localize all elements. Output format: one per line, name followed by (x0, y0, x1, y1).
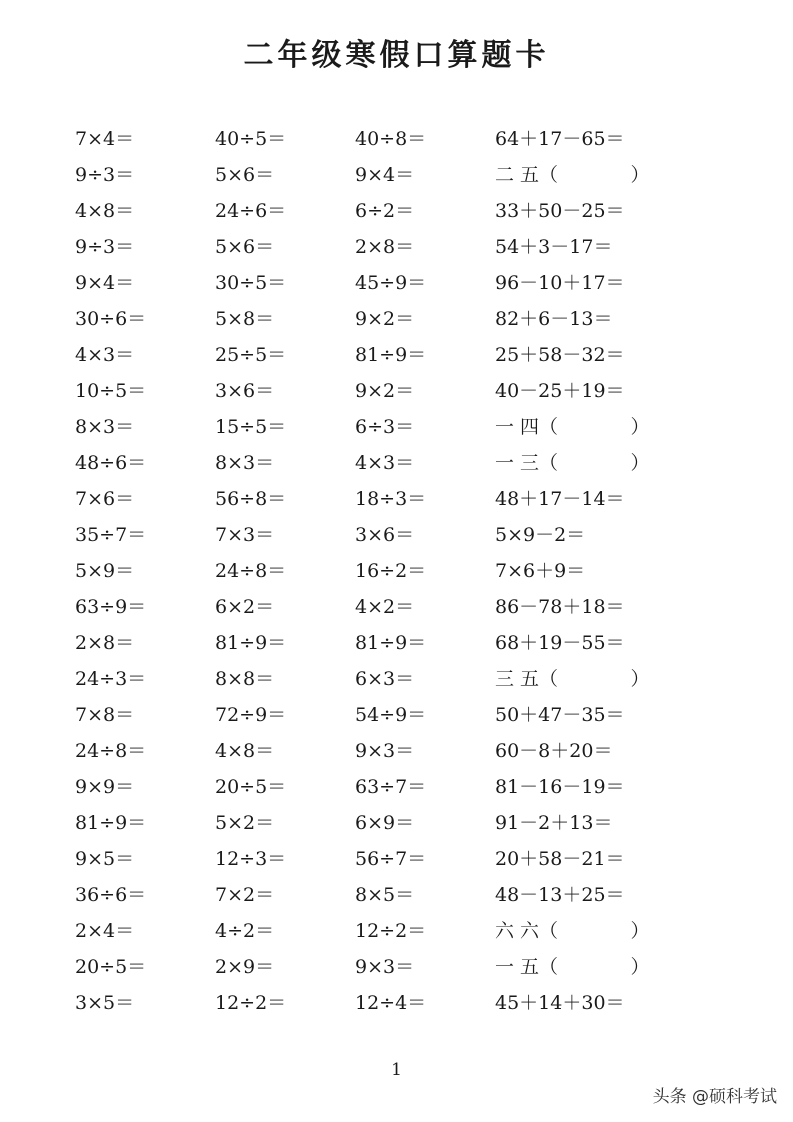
problem-cell: 7×4＝ (75, 128, 135, 150)
problem-cell: 4×2＝ (355, 596, 415, 618)
problem-cell: 六 六（ ） (495, 920, 650, 942)
problem-cell: 40÷5＝ (215, 128, 287, 150)
problem-cell: 7×2＝ (215, 884, 275, 906)
problem-cell: 54÷9＝ (355, 704, 427, 726)
problem-cell: 6×2＝ (215, 596, 275, 618)
problem-cell: 40－25＋19＝ (495, 380, 625, 402)
problem-cell: 8×5＝ (355, 884, 415, 906)
problem-cell: 54＋3－17＝ (495, 236, 613, 258)
problem-cell: 40÷8＝ (355, 128, 427, 150)
problem-cell: 25÷5＝ (215, 344, 287, 366)
problem-cell: 二 五（ ） (495, 164, 650, 186)
problem-cell: 64＋17－65＝ (495, 128, 625, 150)
problem-cell: 24÷3＝ (75, 668, 147, 690)
problem-cell: 81÷9＝ (355, 344, 427, 366)
problem-cell: 9×2＝ (355, 308, 415, 330)
problem-cell: 2×8＝ (355, 236, 415, 258)
problem-cell: 48＋17－14＝ (495, 488, 625, 510)
problem-cell: 45÷9＝ (355, 272, 427, 294)
problem-cell: 4÷2＝ (215, 920, 275, 942)
problem-cell: 12÷3＝ (215, 848, 287, 870)
problem-cell: 9÷3＝ (75, 236, 135, 258)
problem-cell: 48÷6＝ (75, 452, 147, 474)
problem-cell: 96－10＋17＝ (495, 272, 625, 294)
problem-cell: 2×8＝ (75, 632, 135, 654)
problem-cell: 5×6＝ (215, 164, 275, 186)
problem-cell: 24÷6＝ (215, 200, 287, 222)
problem-cell: 35÷7＝ (75, 524, 147, 546)
problem-cell: 63÷7＝ (355, 776, 427, 798)
problem-cell: 24÷8＝ (215, 560, 287, 582)
problem-cell: 56÷7＝ (355, 848, 427, 870)
problem-cell: 3×6＝ (355, 524, 415, 546)
problem-cell: 30÷6＝ (75, 308, 147, 330)
page-number: 1 (391, 1060, 402, 1080)
problem-cell: 4×8＝ (75, 200, 135, 222)
problem-cell: 三 五（ ） (495, 668, 650, 690)
problem-cell: 一 五（ ） (495, 956, 650, 978)
problem-cell: 3×5＝ (75, 992, 135, 1014)
problem-cell: 9×4＝ (75, 272, 135, 294)
problem-cell: 6×3＝ (355, 668, 415, 690)
problem-cell: 12÷2＝ (355, 920, 427, 942)
problem-cell: 9×3＝ (355, 956, 415, 978)
problem-cell: 72÷9＝ (215, 704, 287, 726)
problem-cell: 一 三（ ） (495, 452, 650, 474)
problem-cell: 5×8＝ (215, 308, 275, 330)
problem-cell: 63÷9＝ (75, 596, 147, 618)
problem-cell: 4×3＝ (355, 452, 415, 474)
problem-cell: 5×9－2＝ (495, 524, 586, 546)
problem-cell: 4×3＝ (75, 344, 135, 366)
problem-cell: 9×5＝ (75, 848, 135, 870)
problem-cell: 50＋47－35＝ (495, 704, 625, 726)
problem-cell: 48－13＋25＝ (495, 884, 625, 906)
problem-cell: 20＋58－21＝ (495, 848, 625, 870)
problem-cell: 16÷2＝ (355, 560, 427, 582)
problem-cell: 2×4＝ (75, 920, 135, 942)
problem-cell: 81÷9＝ (355, 632, 427, 654)
problem-cell: 8×3＝ (215, 452, 275, 474)
problem-cell: 6×9＝ (355, 812, 415, 834)
problem-cell: 45＋14＋30＝ (495, 992, 625, 1014)
problem-cell: 82＋6－13＝ (495, 308, 613, 330)
problem-cell: 7×6＋9＝ (495, 560, 586, 582)
problem-cell: 6÷2＝ (355, 200, 415, 222)
problem-cell: 2×9＝ (215, 956, 275, 978)
problem-cell: 8×3＝ (75, 416, 135, 438)
problem-cell: 68＋19－55＝ (495, 632, 625, 654)
problem-cell: 4×8＝ (215, 740, 275, 762)
problem-cell: 3×6＝ (215, 380, 275, 402)
problem-cell: 56÷8＝ (215, 488, 287, 510)
problem-cell: 9÷3＝ (75, 164, 135, 186)
problem-cell: 7×3＝ (215, 524, 275, 546)
problem-cell: 一 四（ ） (495, 416, 650, 438)
problem-cell: 81－16－19＝ (495, 776, 625, 798)
problem-cell: 20÷5＝ (75, 956, 147, 978)
problem-cell: 8×8＝ (215, 668, 275, 690)
problem-cell: 20÷5＝ (215, 776, 287, 798)
problem-cell: 15÷5＝ (215, 416, 287, 438)
problem-cell: 25＋58－32＝ (495, 344, 625, 366)
problem-cell: 9×2＝ (355, 380, 415, 402)
problem-cell: 12÷2＝ (215, 992, 287, 1014)
problem-cell: 86－78＋18＝ (495, 596, 625, 618)
problem-cell: 9×4＝ (355, 164, 415, 186)
problem-cell: 6÷3＝ (355, 416, 415, 438)
problem-cell: 9×3＝ (355, 740, 415, 762)
problem-cell: 30÷5＝ (215, 272, 287, 294)
problem-cell: 91－2＋13＝ (495, 812, 613, 834)
problem-grid (75, 121, 655, 1021)
problem-cell: 81÷9＝ (75, 812, 147, 834)
problem-cell: 12÷4＝ (355, 992, 427, 1014)
problem-cell: 18÷3＝ (355, 488, 427, 510)
problem-cell: 60－8＋20＝ (495, 740, 613, 762)
problem-cell: 33＋50－25＝ (495, 200, 625, 222)
problem-cell: 7×6＝ (75, 488, 135, 510)
problem-cell: 81÷9＝ (215, 632, 287, 654)
problem-cell: 5×2＝ (215, 812, 275, 834)
page-title: 二年级寒假口算题卡 (243, 38, 550, 73)
problem-cell: 5×9＝ (75, 560, 135, 582)
problem-cell: 36÷6＝ (75, 884, 147, 906)
problem-cell: 7×8＝ (75, 704, 135, 726)
watermark: 头条 @硕科考试 (652, 1087, 777, 1107)
problem-cell: 5×6＝ (215, 236, 275, 258)
problem-cell: 10÷5＝ (75, 380, 147, 402)
problem-cell: 24÷8＝ (75, 740, 147, 762)
problem-cell: 9×9＝ (75, 776, 135, 798)
